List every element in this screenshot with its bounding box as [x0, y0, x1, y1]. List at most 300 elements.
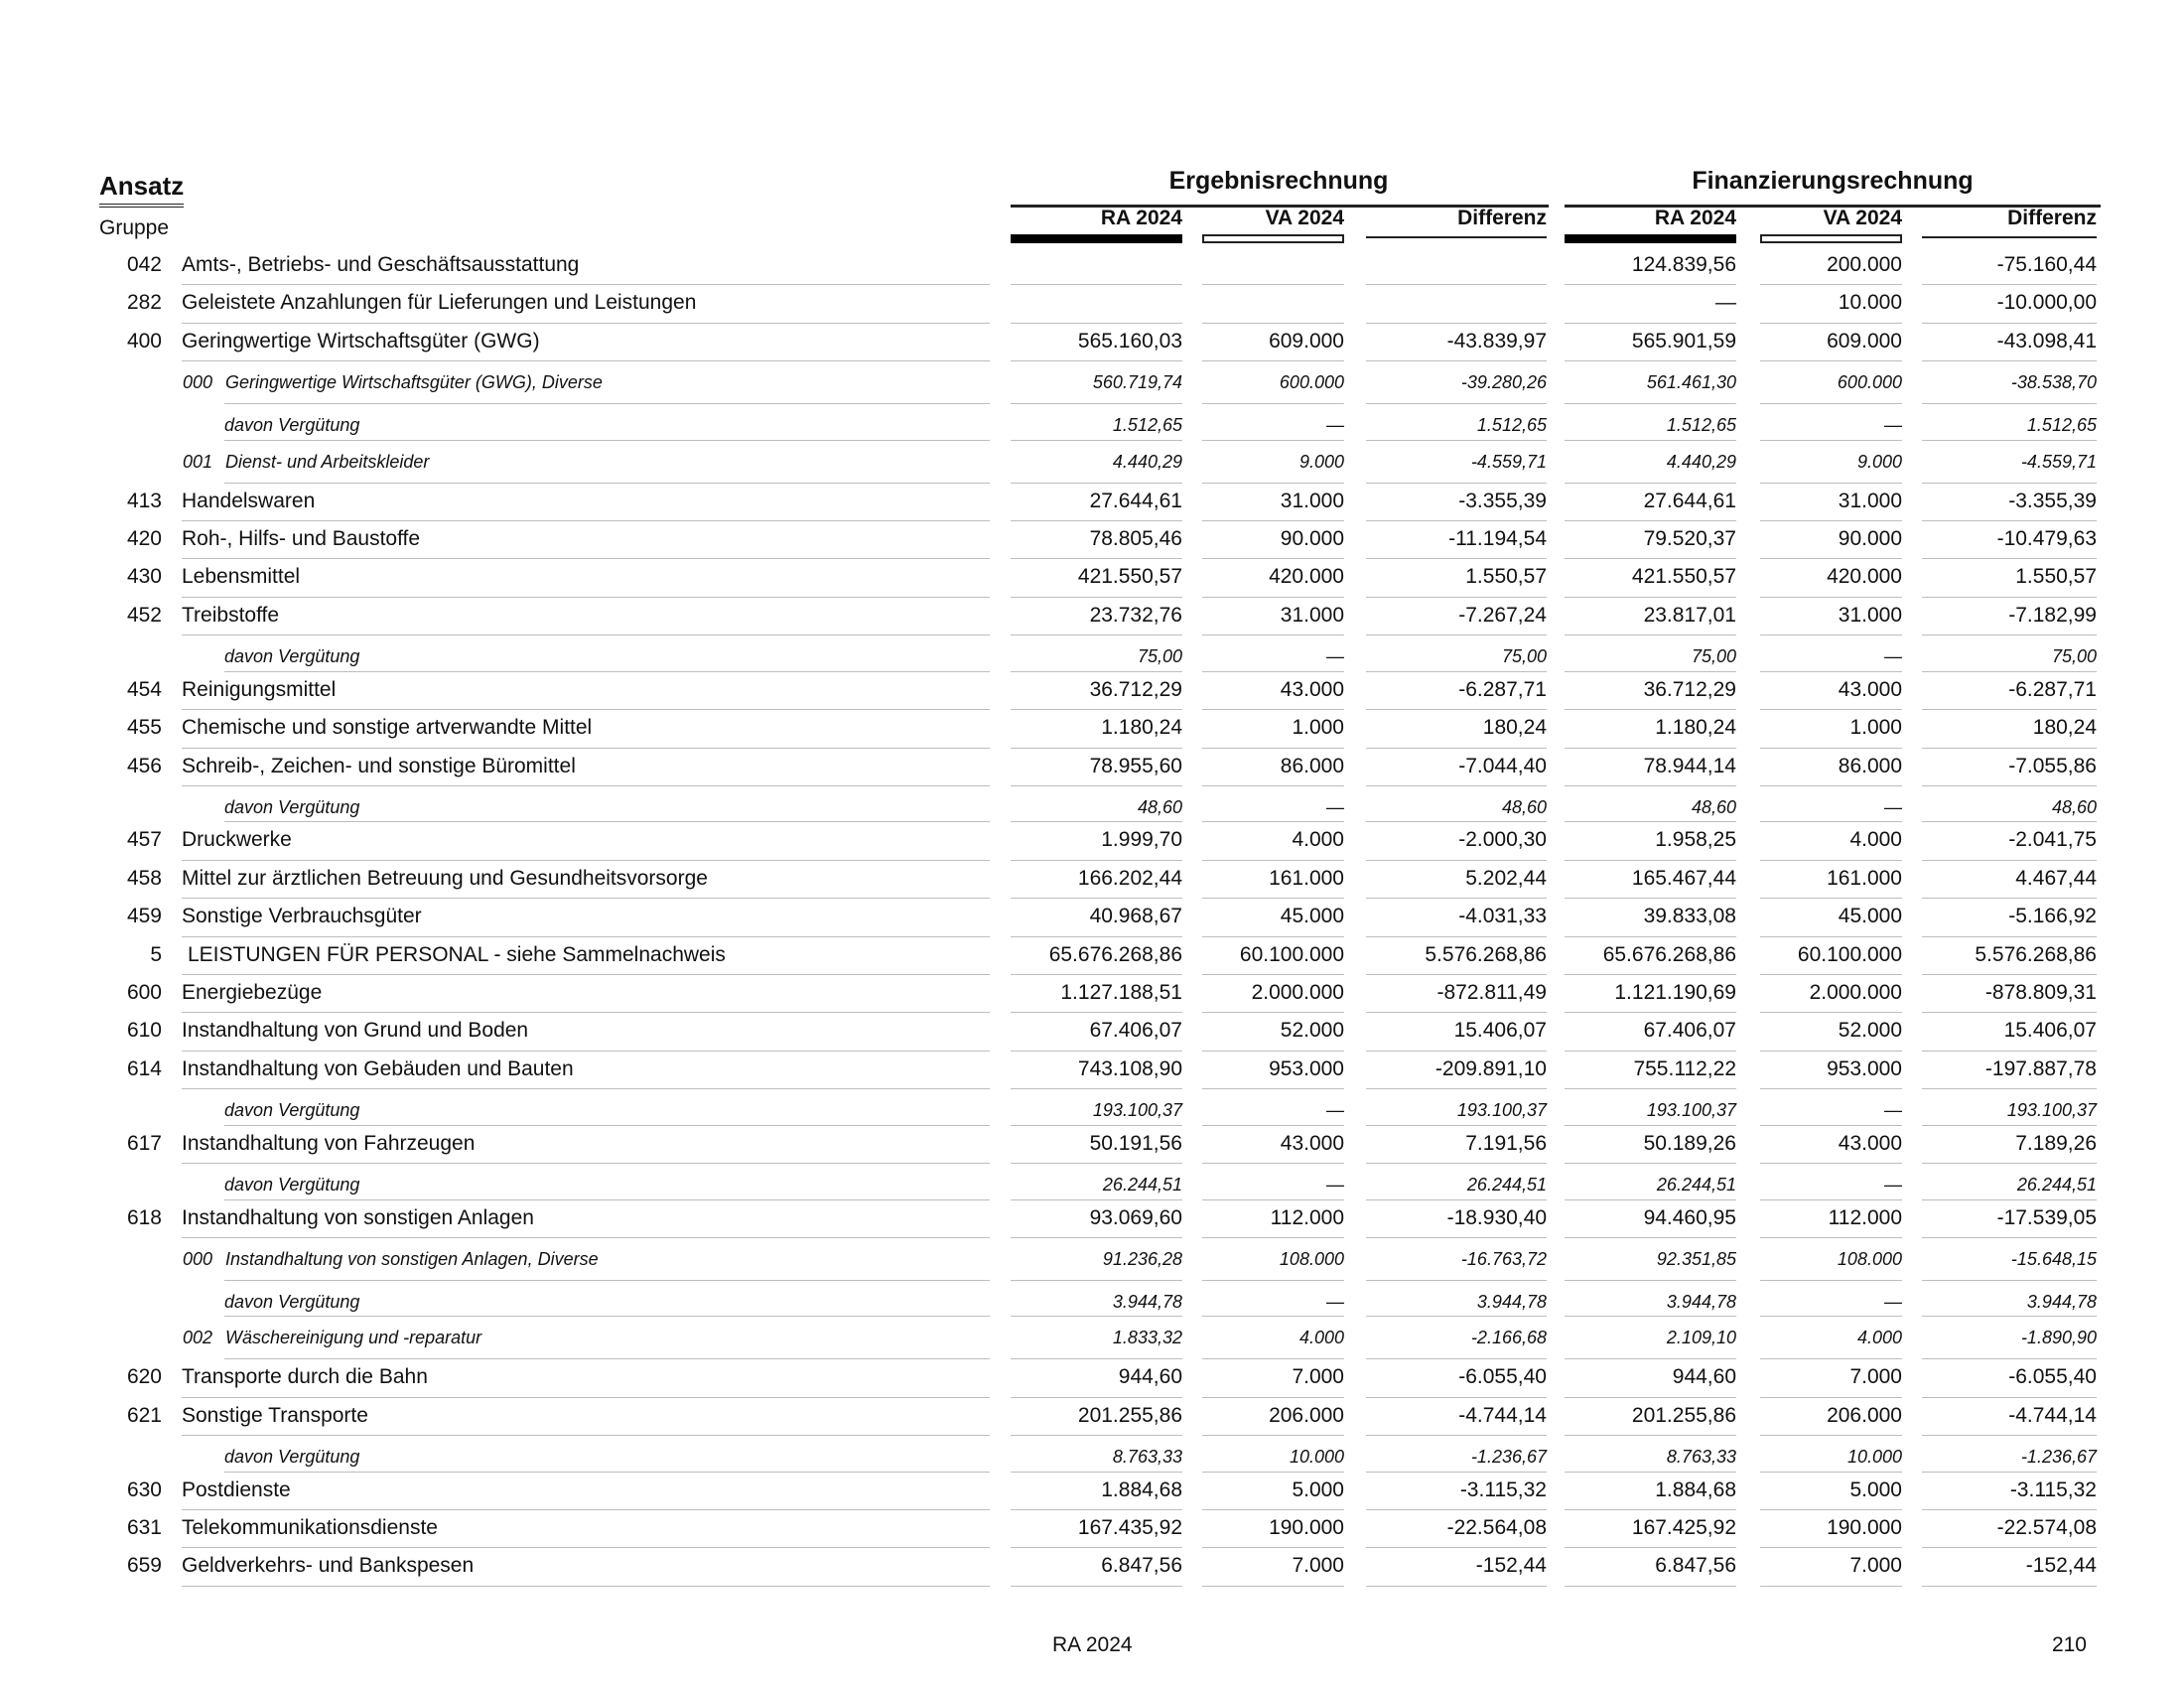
cell-value: — — [1884, 1175, 1902, 1196]
cell-value: 165.467,44 — [1631, 866, 1736, 890]
sub-code: 000 — [183, 372, 213, 393]
cell-rule — [1922, 748, 2097, 749]
cell-rule — [1366, 1088, 1547, 1089]
cell-rule — [1565, 1051, 1736, 1052]
cell-rule — [1202, 709, 1344, 710]
cell-rule — [1565, 1586, 1736, 1587]
cell-rule — [1760, 1199, 1902, 1200]
cell-rule — [1011, 1125, 1182, 1126]
cell-value: 3.944,78 — [2026, 1291, 2097, 1312]
row-label: Geleistete Anzahlungen für Lieferungen und Leistungen — [182, 291, 697, 315]
cell-rule — [1565, 597, 1736, 598]
account-number: 452 — [126, 603, 162, 627]
cell-rule — [1011, 936, 1182, 937]
label-rule — [182, 748, 990, 749]
cell-value: 43.000 — [1838, 1131, 1902, 1155]
account-number: 617 — [126, 1131, 162, 1155]
cell-value: 4.440,29 — [1666, 451, 1736, 472]
table-row — [0, 560, 2184, 598]
cell-rule — [1760, 1012, 1902, 1013]
label-rule — [182, 597, 990, 598]
table-row — [0, 938, 2184, 976]
cell-rule — [1366, 403, 1547, 404]
davon-row — [0, 1090, 2184, 1127]
cell-rule — [1922, 1586, 2097, 1587]
row-label: Chemische und sonstige artverwandte Mittel — [182, 716, 593, 740]
row-label: davon Vergütung — [224, 1291, 360, 1312]
cell-value: 206.000 — [1269, 1403, 1344, 1427]
cell-rule — [1922, 936, 2097, 937]
cell-rule — [1565, 1088, 1736, 1089]
cell-rule — [1202, 520, 1344, 521]
gruppe-header: Gruppe — [99, 216, 170, 239]
cell-rule — [1011, 323, 1182, 324]
account-number: 430 — [126, 565, 162, 589]
account-number: 600 — [126, 980, 162, 1004]
label-rule — [182, 785, 990, 786]
cell-value: 161.000 — [1269, 866, 1344, 890]
cell-value: -10.479,63 — [1996, 527, 2097, 551]
cell-value: -3.355,39 — [1458, 489, 1547, 512]
cell-value: 180,24 — [2032, 716, 2097, 740]
cell-value: — — [1326, 1291, 1344, 1312]
cell-rule — [1366, 1397, 1547, 1398]
table-row — [0, 286, 2184, 324]
cell-rule — [1922, 558, 2097, 559]
cell-value: 4.000 — [1849, 828, 1902, 852]
cell-rule — [1366, 671, 1547, 672]
cell-value: -3.115,32 — [2009, 1477, 2097, 1501]
cell-value: -872.811,49 — [1436, 980, 1547, 1004]
cell-rule — [1202, 1547, 1344, 1548]
page-number: 210 — [2051, 1633, 2087, 1656]
cell-value: 609.000 — [1827, 329, 1902, 352]
cell-rule — [1366, 1472, 1547, 1473]
cell-value: 8.763,33 — [1666, 1447, 1736, 1468]
cell-value: 1.884,68 — [1101, 1477, 1182, 1501]
row-label: Dienst- und Arbeitskleider — [225, 451, 430, 472]
table-row — [0, 1201, 2184, 1239]
cell-value: -2.041,75 — [2008, 828, 2097, 852]
cell-value: -197.887,78 — [1984, 1056, 2097, 1080]
cell-value: — — [1884, 646, 1902, 667]
cell-value: 190.000 — [1827, 1516, 1902, 1540]
cell-value: -1.890,90 — [2020, 1328, 2097, 1348]
cell-value: 193.100,37 — [1646, 1100, 1736, 1121]
table-row — [0, 248, 2184, 286]
cell-value: 953.000 — [1269, 1056, 1344, 1080]
cell-value: 23.817,01 — [1643, 603, 1736, 627]
cell-value: 75,00 — [1137, 646, 1182, 667]
cell-rule — [1202, 974, 1344, 975]
label-rule — [182, 1088, 990, 1089]
cell-value: 193.100,37 — [1456, 1100, 1547, 1121]
row-label: Treibstoffe — [182, 603, 280, 627]
cell-rule — [1565, 821, 1736, 822]
cell-value: 1.512,65 — [1476, 415, 1547, 436]
cell-rule — [1922, 709, 2097, 710]
cell-rule — [1011, 360, 1182, 361]
cell-rule — [1760, 671, 1902, 672]
cell-rule — [1565, 898, 1736, 899]
cell-value: 1.127.188,51 — [1060, 980, 1182, 1004]
table-row — [0, 1360, 2184, 1398]
cell-value: 31.000 — [1280, 489, 1344, 512]
label-rule — [182, 284, 990, 285]
cell-value: -152,44 — [1475, 1554, 1547, 1578]
cell-value: 609.000 — [1269, 329, 1344, 352]
cell-value: -2.000,30 — [1458, 828, 1547, 852]
row-label: Geldverkehrs- und Bankspesen — [182, 1554, 475, 1578]
table-row — [0, 1474, 2184, 1511]
cell-value: — — [1326, 796, 1344, 817]
cell-value: -7.055,86 — [2008, 754, 2097, 777]
cell-rule — [1922, 1051, 2097, 1052]
cell-value: 560.719,74 — [1092, 372, 1182, 393]
davon-row — [0, 636, 2184, 673]
cell-rule — [1922, 520, 2097, 521]
cell-rule — [1760, 1088, 1902, 1089]
cell-rule — [1202, 1088, 1344, 1089]
cell-rule — [1760, 1397, 1902, 1398]
cell-value: 124.839,56 — [1631, 253, 1736, 276]
cell-value: 39.833,08 — [1643, 905, 1736, 928]
cell-rule — [1366, 709, 1547, 710]
cell-rule — [1011, 748, 1182, 749]
cell-rule — [1366, 360, 1547, 361]
cell-rule — [1011, 1397, 1182, 1398]
cell-value: 112.000 — [1270, 1205, 1344, 1229]
cell-rule — [1565, 860, 1736, 861]
label-rule — [224, 1125, 990, 1126]
davon-row — [0, 1437, 2184, 1474]
cell-value: — — [1884, 1100, 1902, 1121]
col-erg-diff: Differenz — [1457, 207, 1547, 229]
cell-value: 1.000 — [1849, 716, 1902, 740]
cell-value: 944,60 — [1672, 1365, 1736, 1389]
row-label: Sonstige Verbrauchsgüter — [182, 905, 422, 928]
cell-value: — — [1884, 415, 1902, 436]
cell-rule — [1011, 403, 1182, 404]
cell-value: 45.000 — [1838, 905, 1902, 928]
label-rule — [182, 520, 990, 521]
row-label: Roh-, Hilfs- und Baustoffe — [182, 527, 421, 551]
cell-rule — [1922, 821, 2097, 822]
cell-value: 5.576.268,86 — [1975, 942, 2097, 966]
cell-rule — [1011, 1509, 1182, 1510]
cell-value: -6.287,71 — [1458, 677, 1547, 701]
cell-rule — [1760, 1472, 1902, 1473]
cell-value: 193.100,37 — [2006, 1100, 2097, 1121]
label-rule — [182, 558, 990, 559]
row-label: davon Vergütung — [224, 796, 360, 817]
cell-value: 86.000 — [1280, 754, 1344, 777]
cell-rule — [1011, 1199, 1182, 1200]
cell-rule — [1760, 1509, 1902, 1510]
cell-value: -3.355,39 — [2008, 489, 2097, 512]
row-label: Instandhaltung von Fahrzeugen — [182, 1131, 476, 1155]
label-rule — [224, 671, 990, 672]
cell-value: 86.000 — [1838, 754, 1902, 777]
cell-value: 26.244,51 — [1656, 1175, 1736, 1196]
label-rule — [182, 860, 990, 861]
cell-value: 600.000 — [1279, 372, 1344, 393]
cell-value: 1.180,24 — [1655, 716, 1736, 740]
cell-value: 8.763,33 — [1112, 1447, 1182, 1468]
cell-rule — [1202, 323, 1344, 324]
account-number: 614 — [126, 1056, 162, 1080]
cell-value: 50.191,56 — [1089, 1131, 1182, 1155]
cell-rule — [1760, 936, 1902, 937]
cell-value: 67.406,07 — [1643, 1019, 1736, 1043]
cell-rule — [1760, 1163, 1902, 1164]
cell-rule — [1366, 483, 1547, 484]
cell-rule — [1202, 1586, 1344, 1587]
label-rule — [182, 1051, 990, 1052]
cell-value: 67.406,07 — [1089, 1019, 1182, 1043]
cell-rule — [1760, 1125, 1902, 1126]
cell-value: 6.847,56 — [1101, 1554, 1182, 1578]
sub-row — [0, 1239, 2184, 1282]
cell-value: 5.000 — [1849, 1477, 1902, 1501]
cell-value: 193.100,37 — [1092, 1100, 1182, 1121]
cell-value: -5.166,92 — [2008, 905, 2097, 928]
account-number: 413 — [126, 489, 162, 512]
cell-value: 75,00 — [2051, 646, 2097, 667]
fin-ra-bar — [1565, 234, 1736, 243]
cell-value: 43.000 — [1838, 677, 1902, 701]
cell-value: 45.000 — [1280, 905, 1344, 928]
data-table — [0, 248, 2184, 1588]
cell-rule — [1760, 403, 1902, 404]
cell-value: 60.100.000 — [1797, 942, 1902, 966]
row-label: Telekommunikationsdienste — [182, 1516, 438, 1540]
cell-value: -43.098,41 — [1996, 329, 2097, 352]
cell-rule — [1760, 709, 1902, 710]
account-number: 610 — [126, 1019, 162, 1043]
cell-rule — [1760, 748, 1902, 749]
row-label: LEISTUNGEN FÜR PERSONAL - siehe Sammelnachweis — [188, 942, 726, 966]
account-number: 420 — [126, 527, 162, 551]
cell-value: 36.712,29 — [1089, 677, 1182, 701]
cell-rule — [1760, 597, 1902, 598]
cell-value: 5.000 — [1292, 1477, 1344, 1501]
cell-rule — [1011, 671, 1182, 672]
cell-value: 10.000 — [1289, 1447, 1344, 1468]
cell-value: -7.044,40 — [1458, 754, 1547, 777]
cell-value: 565.160,03 — [1077, 329, 1182, 352]
cell-value: 4.467,44 — [2015, 866, 2097, 890]
cell-value: -4.559,71 — [1470, 451, 1547, 472]
cell-rule — [1011, 1088, 1182, 1089]
cell-rule — [1922, 597, 2097, 598]
cell-rule — [1011, 558, 1182, 559]
account-number: 455 — [126, 716, 162, 740]
cell-rule — [1760, 860, 1902, 861]
label-rule — [224, 1472, 990, 1473]
table-row — [0, 862, 2184, 900]
cell-value: 75,00 — [1691, 646, 1736, 667]
label-rule — [182, 323, 990, 324]
cell-rule — [1011, 1237, 1182, 1238]
cell-rule — [1366, 898, 1547, 899]
cell-rule — [1202, 1509, 1344, 1510]
row-label: Instandhaltung von Grund und Boden — [182, 1019, 529, 1043]
cell-value: 953.000 — [1827, 1056, 1902, 1080]
label-rule — [224, 403, 990, 404]
cell-value: -11.194,54 — [1448, 527, 1547, 551]
cell-value: — — [1326, 1100, 1344, 1121]
cell-rule — [1366, 1199, 1547, 1200]
erg-ra-bar — [1011, 234, 1182, 243]
cell-value: 26.244,51 — [1466, 1175, 1547, 1196]
cell-rule — [1565, 323, 1736, 324]
cell-value: -2.166,68 — [1470, 1328, 1547, 1348]
cell-value: 27.644,61 — [1643, 489, 1736, 512]
cell-rule — [1011, 1547, 1182, 1548]
cell-rule — [1366, 860, 1547, 861]
label-rule — [182, 936, 990, 937]
label-rule — [224, 483, 990, 484]
cell-rule — [1565, 974, 1736, 975]
account-number: 459 — [126, 905, 162, 928]
cell-rule — [1565, 1280, 1736, 1281]
cell-value: 3.944,78 — [1112, 1291, 1182, 1312]
cell-value: 93.069,60 — [1089, 1205, 1182, 1229]
davon-row — [0, 787, 2184, 824]
cell-rule — [1922, 483, 2097, 484]
cell-rule — [1202, 1316, 1344, 1317]
cell-value: -17.539,05 — [1996, 1205, 2097, 1229]
cell-rule — [1011, 1163, 1182, 1164]
col-erg-va: VA 2024 — [1265, 207, 1344, 229]
cell-value: 1.512,65 — [1666, 415, 1736, 436]
cell-rule — [1922, 1509, 2097, 1510]
cell-rule — [1760, 483, 1902, 484]
cell-rule — [1565, 1509, 1736, 1510]
ergebnisrechnung-title: Ergebnisrechnung — [1168, 167, 1389, 195]
cell-value: 420.000 — [1827, 565, 1902, 589]
cell-value: -1.236,67 — [1470, 1447, 1547, 1468]
cell-value: 90.000 — [1280, 527, 1344, 551]
account-number: 454 — [126, 677, 162, 701]
cell-rule — [1011, 1316, 1182, 1317]
cell-value: -4.559,71 — [2020, 451, 2097, 472]
cell-value: -39.280,26 — [1460, 372, 1547, 393]
cell-rule — [1202, 671, 1344, 672]
cell-value: 755.112,22 — [1633, 1056, 1736, 1080]
cell-rule — [1366, 520, 1547, 521]
label-rule — [182, 1509, 990, 1510]
cell-value: 31.000 — [1838, 603, 1902, 627]
cell-value: 2.109,10 — [1666, 1328, 1736, 1348]
cell-rule — [1011, 597, 1182, 598]
cell-rule — [1565, 440, 1736, 441]
cell-rule — [1565, 403, 1736, 404]
row-label: Handelswaren — [182, 489, 316, 512]
cell-value: 600.000 — [1837, 372, 1902, 393]
cell-rule — [1565, 1547, 1736, 1548]
cell-rule — [1366, 1509, 1547, 1510]
cell-rule — [1922, 1397, 2097, 1398]
account-number: 456 — [126, 754, 162, 777]
label-rule — [182, 1397, 990, 1398]
table-row — [0, 823, 2184, 861]
cell-rule — [1760, 785, 1902, 786]
cell-rule — [1565, 1012, 1736, 1013]
cell-rule — [1760, 440, 1902, 441]
sub-code: 000 — [183, 1248, 213, 1269]
cell-rule — [1565, 520, 1736, 521]
row-label: davon Vergütung — [224, 646, 360, 667]
table-row — [0, 900, 2184, 937]
footer-label: RA 2024 — [1052, 1633, 1133, 1656]
cell-rule — [1922, 1316, 2097, 1317]
cell-rule — [1565, 1163, 1736, 1164]
cell-value: 7.000 — [1849, 1365, 1902, 1389]
cell-value: 167.425,92 — [1631, 1516, 1736, 1540]
cell-rule — [1202, 483, 1344, 484]
finanzierungsrechnung-title: Finanzierungsrechnung — [1692, 167, 1974, 195]
cell-value: 167.435,92 — [1077, 1516, 1182, 1540]
cell-value: 6.847,56 — [1655, 1554, 1736, 1578]
cell-value: -1.236,67 — [2020, 1447, 2097, 1468]
account-number: 630 — [126, 1477, 162, 1501]
cell-value: 78.805,46 — [1089, 527, 1182, 551]
cell-value: 91.236,28 — [1102, 1248, 1182, 1269]
cell-rule — [1922, 1280, 2097, 1281]
cell-rule — [1202, 1237, 1344, 1238]
cell-rule — [1760, 974, 1902, 975]
row-label: Transporte durch die Bahn — [182, 1365, 428, 1389]
cell-value: 15.406,07 — [1453, 1019, 1547, 1043]
cell-value: 1.999,70 — [1101, 828, 1182, 852]
cell-value: -6.055,40 — [1458, 1365, 1547, 1389]
cell-rule — [1565, 1435, 1736, 1436]
table-row — [0, 1399, 2184, 1437]
cell-rule — [1202, 634, 1344, 635]
table-row — [0, 1511, 2184, 1549]
cell-value: 75,00 — [1501, 646, 1547, 667]
cell-value: 50.189,26 — [1643, 1131, 1736, 1155]
cell-value: 79.520,37 — [1643, 527, 1736, 551]
cell-rule — [1011, 860, 1182, 861]
cell-rule — [1011, 1586, 1182, 1587]
cell-rule — [1565, 709, 1736, 710]
row-label: Amts-, Betriebs- und Geschäftsausstattung — [182, 253, 580, 276]
cell-value: 60.100.000 — [1239, 942, 1344, 966]
row-label: davon Vergütung — [224, 1100, 360, 1121]
cell-rule — [1366, 284, 1547, 285]
cell-rule — [1011, 483, 1182, 484]
cell-rule — [1366, 1280, 1547, 1281]
cell-rule — [1760, 360, 1902, 361]
cell-rule — [1565, 634, 1736, 635]
cell-rule — [1366, 597, 1547, 598]
cell-value: 40.968,67 — [1089, 905, 1182, 928]
cell-value: 43.000 — [1280, 1131, 1344, 1155]
cell-rule — [1366, 1547, 1547, 1548]
table-row — [0, 711, 2184, 749]
row-label: Mittel zur ärztlichen Betreuung und Gesundheitsvorsorge — [182, 866, 708, 890]
cell-rule — [1366, 440, 1547, 441]
cell-rule — [1011, 898, 1182, 899]
cell-rule — [1366, 1358, 1547, 1359]
table-row — [0, 599, 2184, 636]
cell-rule — [1011, 1012, 1182, 1013]
cell-rule — [1922, 1199, 2097, 1200]
cell-rule — [1922, 671, 2097, 672]
